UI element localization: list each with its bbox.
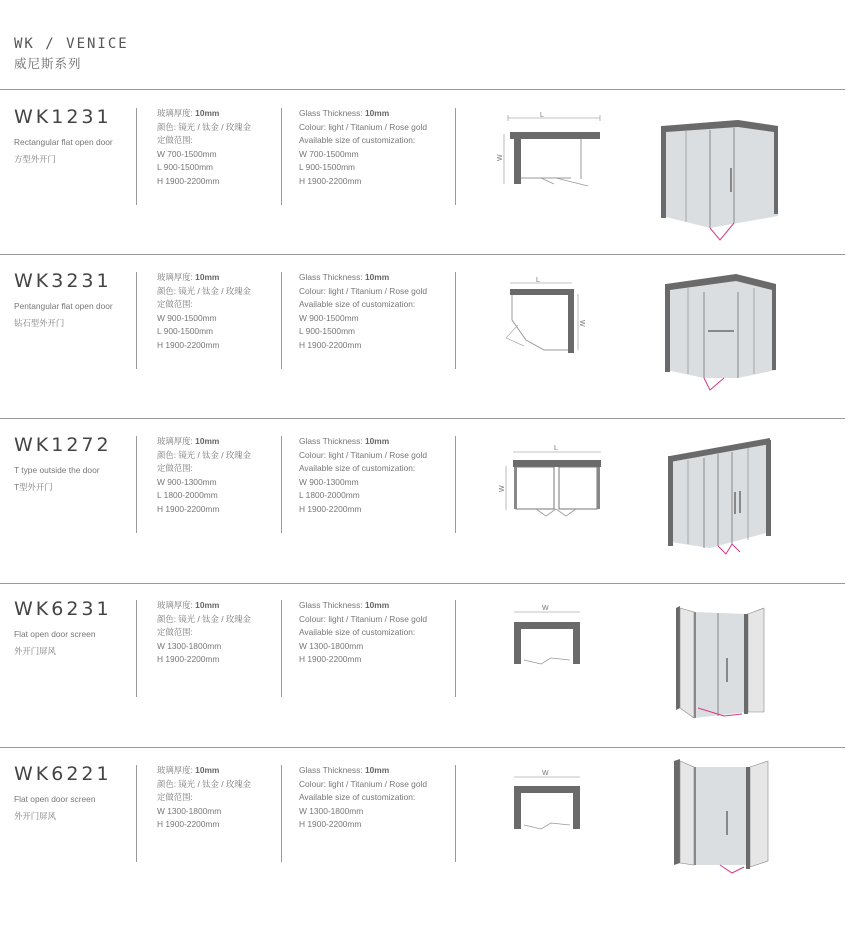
column-divider <box>136 272 137 369</box>
series-header <box>14 36 129 72</box>
plan-label-w: W <box>542 770 549 777</box>
dim-w: W 900-1500mm <box>299 312 359 323</box>
dim-l: L 900-1500mm <box>299 326 356 337</box>
glass-thickness-cn: 玻璃厚度: 10mm <box>157 272 220 282</box>
custom-en: Available size of customization: <box>299 135 416 146</box>
colour-cn: 颜色: 镜光 / 钛金 / 玫瑰金 <box>157 449 251 460</box>
spec-cn <box>157 599 251 667</box>
product-name-cn: 钻石型外开门 <box>14 318 65 328</box>
column-divider <box>136 108 137 205</box>
custom-cn: 定做范围: <box>157 299 193 310</box>
series-subtitle: 威尼斯系列 <box>14 56 82 71</box>
column-divider <box>455 600 456 697</box>
spec-en <box>299 271 427 353</box>
dim-h: H 1900-2200mm <box>157 503 220 514</box>
dim-w: W 900-1300mm <box>299 476 359 487</box>
custom-en: Available size of customization: <box>299 463 416 474</box>
dim-h: H 1900-2200mm <box>157 175 220 186</box>
colour-cn: 颜色: 镜光 / 钛金 / 玫瑰金 <box>157 121 251 132</box>
glass-thickness-cn: 玻璃厚度: 10mm <box>157 765 220 775</box>
dim-h: H 1900-2200mm <box>157 819 220 830</box>
product-code: WK3231 <box>14 270 112 292</box>
dim-l: L 1800-2000mm <box>299 490 360 501</box>
spec-en <box>299 764 427 832</box>
product-name-cn: 外开门屏风 <box>14 646 56 656</box>
glass-thickness-cn: 玻璃厚度: 10mm <box>157 600 220 610</box>
dim-w: W 1300-1800mm <box>157 805 222 816</box>
dim-l: L 900-1500mm <box>157 326 214 337</box>
product-code: WK1231 <box>14 106 112 128</box>
column-divider <box>455 272 456 369</box>
custom-cn: 定做范围: <box>157 463 193 474</box>
custom-cn: 定做范围: <box>157 792 193 803</box>
column-divider <box>281 765 282 862</box>
dim-h: H 1900-2200mm <box>299 339 362 350</box>
shower-render <box>658 436 783 566</box>
product-row-wk1272 <box>0 434 855 598</box>
colour-cn: 颜色: 镜光 / 钛金 / 玫瑰金 <box>157 613 251 624</box>
column-divider <box>281 436 282 533</box>
glass-thickness-en: Glass Thickness: 10mm <box>299 600 390 610</box>
spec-cn <box>157 435 251 517</box>
colour-en: Colour: light / Titanium / Rose gold <box>299 778 428 789</box>
product-name-cn: 外开门屏风 <box>14 811 56 821</box>
plan-label-w: W <box>499 485 506 492</box>
custom-en: Available size of customization: <box>299 627 416 638</box>
product-code: WK1272 <box>14 434 112 456</box>
spec-en <box>299 107 427 189</box>
shower-render <box>658 755 783 885</box>
column-divider <box>136 765 137 862</box>
colour-cn: 颜色: 镜光 / 钛金 / 玫瑰金 <box>157 285 251 296</box>
glass-thickness-en: Glass Thickness: 10mm <box>299 108 390 118</box>
glass-thickness-cn: 玻璃厚度: 10mm <box>157 436 220 446</box>
dim-l: L 1800-2000mm <box>157 490 218 501</box>
shower-render <box>658 118 783 248</box>
product-name-en: Flat open door screen <box>14 794 96 804</box>
product-name-cn: T型外开门 <box>14 482 53 492</box>
colour-en: Colour: light / Titanium / Rose gold <box>299 285 428 296</box>
dim-w: W 1300-1800mm <box>157 640 222 651</box>
dim-w: W 700-1500mm <box>157 148 217 159</box>
product-row-wk6231 <box>0 598 855 762</box>
column-divider <box>281 272 282 369</box>
column-divider <box>136 600 137 697</box>
column-divider <box>281 108 282 205</box>
plan-label-l: L <box>554 445 558 452</box>
dim-h: H 1900-2200mm <box>157 339 220 350</box>
column-divider <box>281 600 282 697</box>
product-code: WK6221 <box>14 763 112 785</box>
floor-plan-diagram <box>496 763 606 853</box>
floor-plan-diagram <box>496 598 606 688</box>
dim-l: L 900-1500mm <box>157 162 214 173</box>
floor-plan-diagram <box>496 106 606 196</box>
spec-en <box>299 435 427 517</box>
product-name-en: Flat open door screen <box>14 629 96 639</box>
plan-label-w: W <box>497 154 504 161</box>
floor-plan-diagram <box>496 270 606 360</box>
product-name-en: T type outside the door <box>14 465 100 475</box>
column-divider <box>455 108 456 205</box>
product-row-wk6221 <box>0 763 855 927</box>
product-name-cn: 方型外开门 <box>14 154 56 164</box>
product-code: WK6231 <box>14 598 112 620</box>
dim-h: H 1900-2200mm <box>299 503 362 514</box>
colour-en: Colour: light / Titanium / Rose gold <box>299 121 428 132</box>
divider <box>0 89 845 90</box>
plan-label-w: W <box>578 320 585 327</box>
colour-en: Colour: light / Titanium / Rose gold <box>299 449 428 460</box>
spec-cn <box>157 764 251 832</box>
plan-label-w: W <box>542 605 549 612</box>
spec-en <box>299 599 427 667</box>
dim-w: W 1300-1800mm <box>299 640 364 651</box>
custom-cn: 定做范围: <box>157 135 193 146</box>
plan-label-l: L <box>536 277 540 284</box>
glass-thickness-cn: 玻璃厚度: 10mm <box>157 108 220 118</box>
product-name-en: Pentangular flat open door <box>14 301 113 311</box>
custom-en: Available size of customization: <box>299 299 416 310</box>
glass-thickness-en: Glass Thickness: 10mm <box>299 765 390 775</box>
column-divider <box>136 436 137 533</box>
dim-w: W 1300-1800mm <box>299 805 364 816</box>
column-divider <box>455 765 456 862</box>
dim-w: W 900-1300mm <box>157 476 217 487</box>
floor-plan-diagram <box>496 434 606 524</box>
product-row-wk3231 <box>0 270 855 434</box>
colour-en: Colour: light / Titanium / Rose gold <box>299 613 428 624</box>
glass-thickness-en: Glass Thickness: 10mm <box>299 272 390 282</box>
dim-h: H 1900-2200mm <box>157 654 220 665</box>
dim-w: W 700-1500mm <box>299 148 359 159</box>
series-title: WK / VENICE <box>14 36 129 52</box>
spec-cn <box>157 271 251 353</box>
product-name-en: Rectangular flat open door <box>14 137 113 147</box>
dim-h: H 1900-2200mm <box>299 654 362 665</box>
glass-thickness-en: Glass Thickness: 10mm <box>299 436 390 446</box>
column-divider <box>455 436 456 533</box>
spec-cn <box>157 107 251 189</box>
colour-cn: 颜色: 镜光 / 钛金 / 玫瑰金 <box>157 778 251 789</box>
shower-render <box>658 600 783 730</box>
custom-cn: 定做范围: <box>157 627 193 638</box>
plan-label-l: L <box>540 112 544 119</box>
dim-l: L 900-1500mm <box>299 162 356 173</box>
custom-en: Available size of customization: <box>299 792 416 803</box>
product-row-wk1231 <box>0 106 855 270</box>
shower-render <box>658 274 783 404</box>
dim-h: H 1900-2200mm <box>299 175 362 186</box>
dim-h: H 1900-2200mm <box>299 819 362 830</box>
dim-w: W 900-1500mm <box>157 312 217 323</box>
